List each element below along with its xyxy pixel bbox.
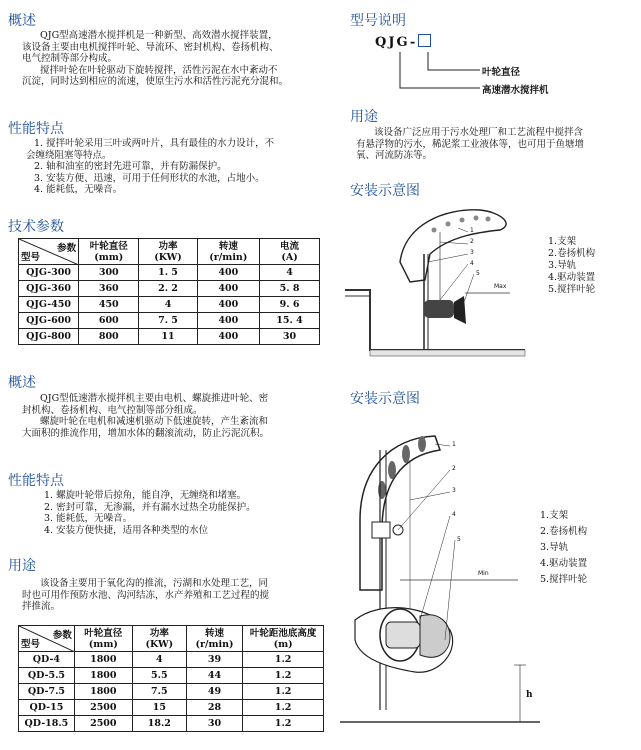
cell: 300 [79, 265, 139, 281]
col-header: 转速 (r/min) [186, 626, 242, 652]
install1-diagram [340, 202, 535, 362]
col-header: 叶轮直径 (mm) [74, 626, 132, 652]
cell: QJG-300 [19, 265, 79, 281]
overview2-line: 大面积的推流作用，增加水体的翻滚流动，防止污泥沉积。 [22, 427, 270, 439]
legend-item: 2.卷扬机构 [540, 526, 588, 537]
overview2-line: 螺旋叶轮在电机和减速机驱动下低速旋转，产生紊流和 [40, 416, 269, 427]
overview2-title: 概述 [8, 375, 36, 391]
cell: 1.2 [243, 652, 324, 668]
overview1-line: QJG型高速潜水搅拌机是一种新型、高效潜水搅拌装置， [40, 30, 278, 41]
model-code [375, 34, 431, 50]
feature-item: 4. 能耗低，无噪音。 [34, 184, 123, 195]
diagram2-number: 3 [452, 487, 456, 494]
col-header: 叶轮距池底高度 (m) [243, 626, 324, 652]
cell: 2. 2 [139, 281, 197, 297]
table-row [19, 265, 320, 281]
cell: 4 [139, 297, 197, 313]
features2-title: 性能特点 [8, 473, 64, 489]
cell: 1.2 [243, 684, 324, 700]
feature-item: 3. 安装方便、迅速，可用于任何形状的水池，占地小。 [34, 172, 265, 184]
cell: 450 [79, 297, 139, 313]
usage1-text [356, 127, 584, 162]
cell: 30 [260, 329, 320, 345]
diagram1-number: 2 [470, 238, 474, 245]
usage2-line: 该设备主要用于氧化沟的推流，污湖和水处理工艺，同 [40, 578, 269, 589]
cell: QJG-600 [19, 313, 79, 329]
qd-table [18, 625, 324, 732]
install2-diagram [340, 410, 550, 740]
cell: 1800 [74, 684, 132, 700]
features1-list [26, 138, 274, 196]
feature-item: 1. 螺旋叶轮带后掠角，能自净，无缠绕和堵塞。 [44, 490, 247, 501]
diagram1-number: 3 [470, 249, 474, 256]
cell: 400 [197, 281, 259, 297]
cell: QD-5.5 [19, 668, 75, 684]
diagram1-number: 5 [476, 270, 480, 277]
legend-item: 1.支架 [548, 236, 577, 247]
usage2-title: 用途 [8, 558, 36, 574]
cell: 1800 [74, 668, 132, 684]
cell: 4 [260, 265, 320, 281]
cell: QJG-450 [19, 297, 79, 313]
features2-list [44, 490, 256, 536]
feature-item: 会缠绕阻塞等特点。 [26, 149, 112, 161]
legend-item: 1.支架 [540, 510, 569, 521]
overview1-line: 该设备主要由电机搅拌叶轮、导流环、密封机构、卷扬机构、 [22, 41, 279, 53]
cell: 39 [186, 652, 242, 668]
features1-title: 性能特点 [8, 121, 64, 137]
feature-item: 3. 能耗低，无噪音。 [44, 513, 133, 524]
corner-param: 参数 [57, 243, 77, 254]
diagram2-min-label: Min [478, 570, 489, 577]
cell: 400 [197, 329, 259, 345]
legend-item: 3.导轨 [548, 260, 577, 271]
legend-item: 4.驱动装置 [548, 272, 596, 283]
table-row [19, 297, 320, 313]
cell: 15 [132, 700, 186, 716]
legend-item: 3.导轨 [540, 542, 569, 553]
model-leader-lines [370, 50, 500, 100]
table-row [19, 313, 320, 329]
usage2-text [22, 578, 269, 613]
cell: 2500 [74, 716, 132, 732]
legend-item: 5.搅拌叶轮 [540, 574, 588, 585]
overview1-line: 沉淀，同时达到相应的流速，使原生污水和活性污泥充分混和。 [22, 76, 289, 87]
feature-item: 4. 安装方便快捷，适用各种类型的水位 [44, 524, 209, 536]
overview1-line: 搅拌叶轮在叶轮驱动下旋转搅拌，活性污泥在水中紊动不 [40, 64, 278, 76]
diagram2-number: 4 [452, 511, 456, 518]
diagram2-h-label: h [526, 690, 533, 700]
overview1-text [22, 30, 288, 88]
table-corner-cell [19, 626, 75, 652]
model-label-diameter: 叶轮直径 [482, 67, 521, 78]
cell: 400 [197, 313, 259, 329]
cell: QJG-360 [19, 281, 79, 297]
install1-title: 安装示意图 [350, 183, 420, 199]
cell: QD-4 [19, 652, 75, 668]
cell: 15. 4 [260, 313, 320, 329]
overview2-line: QJG型低速潜水搅拌机主要由电机、螺旋推进叶轮、密 [40, 393, 269, 404]
tech-table [18, 238, 320, 345]
cell: 1. 5 [139, 265, 197, 281]
cell: 9. 6 [260, 297, 320, 313]
table-row [19, 329, 320, 345]
install2-legend [540, 508, 587, 588]
tech-title: 技术参数 [8, 219, 64, 235]
col-header: 功率 (KW) [132, 626, 186, 652]
cell: 5. 8 [260, 281, 320, 297]
install2-title: 安装示意图 [350, 391, 420, 407]
diagram1-number: 4 [470, 260, 474, 267]
table-corner-cell [19, 239, 79, 265]
diagram1-max-label: Max [494, 283, 507, 290]
cell: QD-18.5 [19, 716, 75, 732]
cell: 400 [197, 265, 259, 281]
table-row [19, 652, 324, 668]
col-header: 电流 (A) [260, 239, 320, 265]
model-code-text: QJG- [375, 35, 418, 50]
cell: 400 [197, 297, 259, 313]
feature-item: 2. 轴和油室的密封先进可靠，并有防漏保护。 [34, 161, 227, 172]
diagram1-number: 1 [470, 227, 474, 234]
usage1-line: 该设备广泛应用于污水处理厂和工艺流程中搅拌含 [374, 127, 584, 138]
cell: 2500 [74, 700, 132, 716]
cell: 4 [132, 652, 186, 668]
cell: 30 [186, 716, 242, 732]
cell: 49 [186, 684, 242, 700]
col-header: 叶轮直径 (mm) [79, 239, 139, 265]
cell: 600 [79, 313, 139, 329]
usage2-line: 时也可用作预防水池、沟河结冻，水产养殖和工艺过程的搅 [22, 589, 270, 601]
legend-item: 5.搅拌叶轮 [548, 284, 596, 295]
cell: 1.2 [243, 668, 324, 684]
corner-model: 型号 [21, 252, 41, 263]
legend-item: 4.驱动装置 [540, 558, 588, 569]
table-row [19, 281, 320, 297]
cell: 5.5 [132, 668, 186, 684]
cell: 1.2 [243, 716, 324, 732]
corner-model: 型号 [21, 639, 41, 650]
cell: 1800 [74, 652, 132, 668]
table-row [19, 668, 324, 684]
corner-param: 参数 [52, 630, 72, 641]
cell: 44 [186, 668, 242, 684]
col-header: 转速 (r/min) [197, 239, 259, 265]
model-label-type: 高速潜水搅拌机 [482, 85, 549, 96]
col-header: 功率 (KW) [139, 239, 197, 265]
cell: 800 [79, 329, 139, 345]
diagram2-number: 1 [452, 441, 456, 448]
cell: 18.2 [132, 716, 186, 732]
cell: 11 [139, 329, 197, 345]
cell: QJG-800 [19, 329, 79, 345]
cell: 28 [186, 700, 242, 716]
cell: QD-15 [19, 700, 75, 716]
overview2-text [22, 393, 269, 439]
cell: 7.5 [132, 684, 186, 700]
install1-legend [548, 236, 595, 296]
usage1-title: 用途 [350, 109, 378, 125]
table-row [19, 700, 324, 716]
table-row [19, 684, 324, 700]
legend-item: 2.卷扬机构 [548, 248, 596, 259]
usage2-line: 拌推流。 [22, 601, 61, 612]
diagram2-number: 5 [457, 536, 461, 543]
model-title: 型号说明 [350, 13, 406, 29]
usage1-line: 有悬浮物的污水，稀泥浆工业液体等，也可用于鱼塘增 [356, 138, 585, 150]
overview1-line: 电气控制等部分构成。 [22, 53, 118, 64]
feature-item: 2. 密封可靠，无渗漏，并有漏水过热全功能保护。 [44, 501, 256, 513]
cell: 360 [79, 281, 139, 297]
usage1-line: 氧、河流防冻等。 [356, 150, 433, 161]
diagram2-number: 2 [452, 465, 456, 472]
model-box [418, 34, 431, 47]
table-row [19, 716, 324, 732]
cell: 1.2 [243, 700, 324, 716]
overview2-line: 封机构、卷扬机构、电气控制等部分组成。 [22, 404, 203, 416]
cell: 7. 5 [139, 313, 197, 329]
cell: QD-7.5 [19, 684, 75, 700]
feature-item: 1. 搅拌叶轮采用三叶或两叶片，具有最佳的水力设计，不 [34, 138, 275, 149]
overview1-title: 概述 [8, 13, 36, 29]
